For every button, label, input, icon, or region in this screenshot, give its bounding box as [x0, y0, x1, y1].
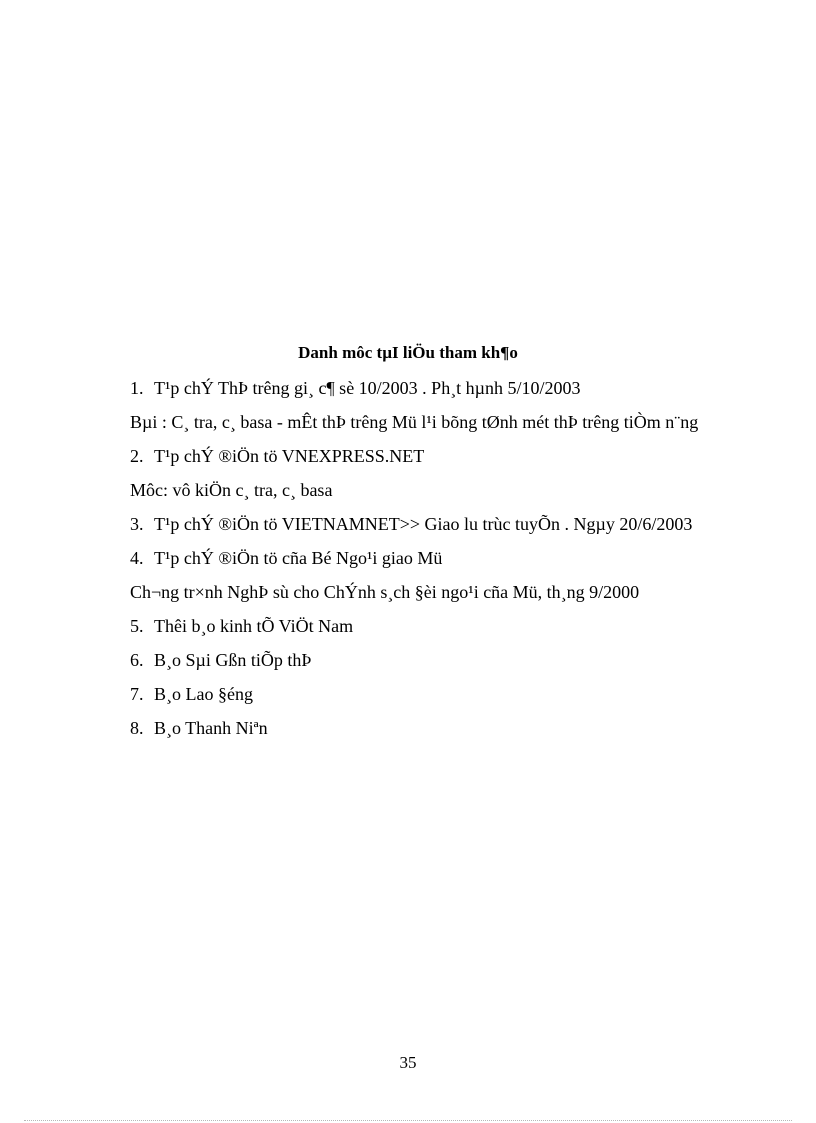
- line-number: 4.: [130, 548, 144, 568]
- reference-line: [130, 614, 770, 648]
- page-number: 35: [399, 1053, 417, 1072]
- reference-text: Môc: vô kiÖn c¸ tra, c¸ basa: [130, 480, 333, 500]
- line-number: 3.: [130, 514, 144, 534]
- line-number: 2.: [130, 446, 144, 466]
- reference-text: T¹p chÝ ThÞ trêng gi¸ c¶ sè 10/2003 . Ph¸t hµnh 5/10/2003: [154, 378, 581, 398]
- page-bottom-divider: [24, 1120, 792, 1121]
- reference-line: [130, 478, 770, 512]
- reference-text: Ch¬ng tr×nh NghÞ sù cho ChÝnh s¸ch §èi ngo¹i cña Mü, th¸ng 9/2000: [130, 582, 640, 602]
- reference-text: B¸o Thanh Niªn: [154, 718, 268, 738]
- reference-text: T¹p chÝ ®iÖn tö VNEXPRESS.NET: [154, 446, 425, 466]
- line-number: 8.: [130, 718, 144, 738]
- line-number: 1.: [130, 378, 144, 398]
- reference-line: [130, 546, 770, 580]
- reference-text: Thêi b¸o kinh tÕ ViÖt Nam: [154, 616, 354, 636]
- line-number: 5.: [130, 616, 144, 636]
- reference-text: B¸o Sµi Gßn tiÕp thÞ: [154, 650, 312, 670]
- reference-line: [130, 376, 770, 410]
- reference-text: T¹p chÝ ®iÖn tö VIETNAMNET>> Giao lu trùc tuyÕn . Ngµy 20/6/2003: [154, 514, 693, 534]
- reference-line: [130, 512, 770, 546]
- reference-text: B¸o Lao §éng: [154, 684, 253, 704]
- reference-text: Bµi : C¸ tra, c¸ basa - mÊt thÞ trêng Mü l¹i bõng tØnh mét thÞ trêng tiÒm n¨ng: [130, 412, 699, 432]
- line-number: 6.: [130, 650, 144, 670]
- reference-line: [130, 648, 770, 682]
- reference-text: T¹p chÝ ®iÖn tö cña Bé Ngo¹i giao Mü: [154, 548, 443, 568]
- reference-line: [130, 410, 770, 444]
- document-title: Danh môc tµI liÖu tham kh¶o: [298, 343, 518, 362]
- reference-list: [130, 376, 770, 750]
- reference-line: [130, 444, 770, 478]
- reference-line: [130, 716, 770, 750]
- reference-line: [130, 580, 770, 614]
- reference-line: [130, 682, 770, 716]
- line-number: 7.: [130, 684, 144, 704]
